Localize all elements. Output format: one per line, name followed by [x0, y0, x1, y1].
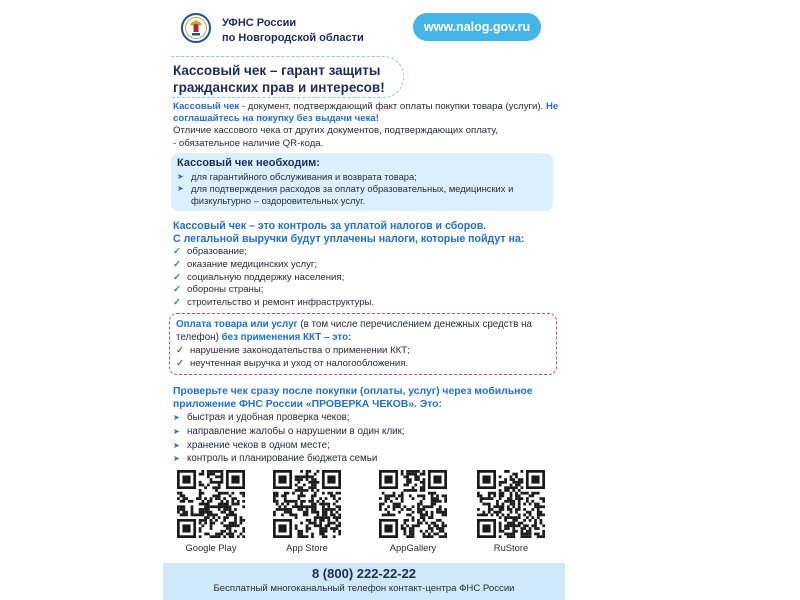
taxes-section [173, 220, 557, 310]
list-item: ✓ оказание медицинских услуг; [173, 258, 318, 270]
store-rustore[interactable] [475, 470, 547, 553]
violation-list [176, 345, 548, 371]
list-item: ✓ социальную поддержку населения; [173, 271, 345, 283]
violation-panel [169, 313, 557, 375]
fns-emblem-icon [181, 12, 211, 44]
checkmark-icon: ✓ [176, 357, 185, 369]
checkmark-icon: ✓ [176, 345, 185, 356]
store-app-store[interactable] [271, 470, 343, 553]
needed-panel [171, 153, 553, 211]
list-item: ➤ быстрая и удобная проверка чеков; [173, 412, 350, 423]
list-item: ➤ хранение чеков в одном месте; [173, 439, 330, 451]
store-label: AppGallery [389, 542, 437, 553]
taxes-title-line-2: С легальной выручки будут уплачены налоги, которые пойдут на: [173, 233, 525, 245]
checkmark-icon: ✓ [173, 297, 182, 309]
needed-title: Кассовый чек необходим: [177, 157, 320, 169]
website-link[interactable]: www.nalog.gov.ru [413, 13, 541, 41]
store-appgallery[interactable] [377, 470, 449, 553]
checkmark-icon: ✓ [173, 258, 182, 270]
arrow-right-icon: ➤ [177, 172, 184, 181]
list-item: ➤ контроль и планирование бюджета семьи [173, 453, 378, 465]
arrow-right-icon: ➤ [177, 184, 184, 193]
taxes-title-line-1: Кассовый чек – это контроль за уплатой налогов и сборов. [173, 220, 487, 232]
app-list [173, 411, 559, 466]
arrow-right-icon: ➤ [173, 426, 180, 436]
page-title [173, 62, 385, 96]
arrow-right-icon: ➤ [173, 413, 180, 422]
title-line-2: гражданских прав и интересов! [173, 80, 385, 95]
list-item: ✓ нарушение законодательства о применении ККТ; [176, 345, 410, 356]
contact-description: Бесплатный многоканальный телефон контакт-центра ФНС России [213, 583, 515, 594]
list-item: ➤ для гарантийного обслуживания и возврата товара; [177, 171, 417, 182]
violation-lead [176, 318, 548, 344]
checkmark-icon: ✓ [173, 246, 182, 257]
store-label: App Store [286, 542, 328, 553]
taxes-list [173, 246, 557, 310]
list-item: ➤ направление жалобы о нарушении в один клик; [173, 425, 405, 437]
list-item: ✓ строительство и ремонт инфраструктуры. [173, 297, 375, 309]
app-title: Проверьте чек сразу после покупки (оплаты, услуг) через мобильное приложение ФНС России «ПРОВЕРКА ЧЕКОВ». Это: [173, 386, 533, 410]
qr-code-icon[interactable] [273, 470, 341, 538]
list-item: ✓ образование; [173, 246, 248, 257]
org-line-1: УФНС России [222, 17, 297, 29]
intro-warning: Не соглашайтесь на покупку без выдачи чека! [173, 101, 559, 125]
violation-lead-bold-2: без применения ККТ – это: [221, 332, 352, 343]
intro-paragraph [173, 101, 559, 150]
violation-lead-text: (в том числе перечислением денежных средств на телефон) [176, 319, 532, 343]
store-label: RuStore [493, 542, 529, 553]
store-label: Google Play [185, 542, 237, 553]
arrow-right-icon: ➤ [173, 454, 180, 464]
qr-code-icon[interactable] [477, 470, 545, 538]
org-line-2: по Новгородской области [222, 32, 364, 44]
app-section [173, 385, 559, 466]
store-google-play[interactable] [175, 470, 247, 553]
list-item: ✓ обороны страны; [173, 284, 264, 296]
intro-line-3: Отличие кассового чека от других документов, подтверждающих оплату, [173, 125, 498, 137]
title-line-1: Кассовый чек – гарант защиты [173, 63, 381, 78]
store-qr-row [163, 470, 565, 558]
qr-code-icon[interactable] [177, 470, 245, 538]
contact-phone[interactable]: 8 (800) 222-22-22 [311, 566, 417, 581]
list-item: ➤ для подтверждения расходов за оплату образовательных, медицинских и физкультурно – оздоровительных услуг. [177, 183, 514, 206]
leaflet [163, 0, 565, 600]
needed-list [177, 171, 549, 207]
intro-definition: - документ, подтверждающий факт оплаты покупки товара (услуги). [239, 101, 546, 112]
intro-term: Кассовый чек [173, 101, 240, 112]
checkmark-icon: ✓ [173, 284, 182, 296]
checkmark-icon: ✓ [173, 271, 182, 283]
arrow-right-icon: ➤ [173, 440, 180, 450]
qr-code-icon[interactable] [379, 470, 447, 538]
violation-lead-bold: Оплата товара или услуг [176, 319, 298, 330]
header [173, 8, 555, 48]
organization-name [222, 16, 364, 46]
list-item: ✓ неучтенная выручка и уход от налогообложения. [176, 357, 409, 369]
contact-footer [163, 563, 565, 600]
intro-line-4: - обязательное наличие QR-кода. [173, 137, 324, 149]
